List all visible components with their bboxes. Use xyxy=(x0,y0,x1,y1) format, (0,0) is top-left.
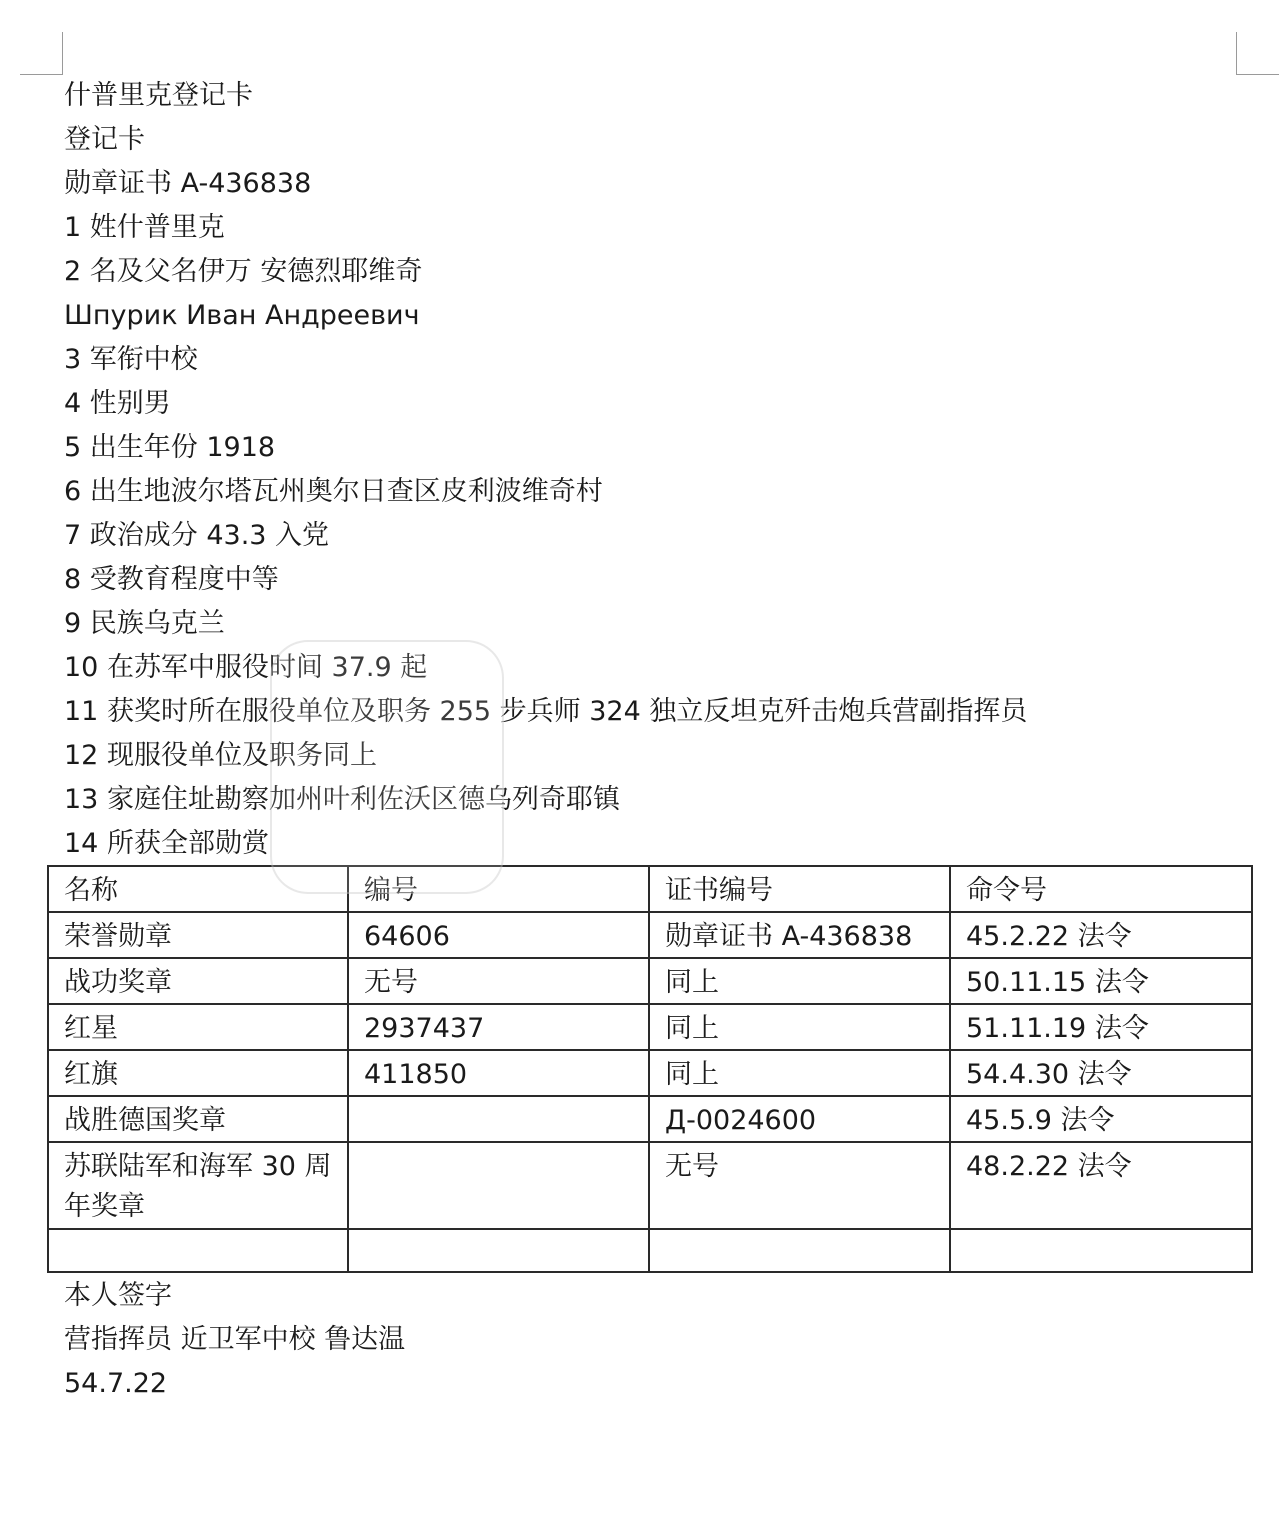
table-row xyxy=(48,958,1252,1004)
field-unit-at-award: 11 获奖时所在服役单位及职务 255 步兵师 324 独立反坦克歼击炮兵营副指挥员 xyxy=(64,696,1028,727)
signature-label: 本人签字 xyxy=(64,1280,172,1311)
table-cell: 无号 xyxy=(348,958,649,1004)
column-header-name: 名称 xyxy=(48,866,348,912)
column-header-order: 命令号 xyxy=(950,866,1252,912)
field-gender: 4 性别男 xyxy=(64,388,171,419)
field-birth-year: 5 出生年份 1918 xyxy=(64,432,276,463)
table-cell: 苏联陆军和海军 30 周年奖章 xyxy=(48,1142,348,1229)
table-cell: 红旗 xyxy=(48,1050,348,1096)
table-cell: 同上 xyxy=(649,1004,950,1050)
field-party: 7 政治成分 43.3 入党 xyxy=(64,520,330,551)
column-header-number: 编号 xyxy=(348,866,649,912)
table-cell: 2937437 xyxy=(348,1004,649,1050)
certificate-number: 勋章证书 A-436838 xyxy=(64,168,312,199)
table-cell: 411850 xyxy=(348,1050,649,1096)
table-cell: 51.11.19 法令 xyxy=(950,1004,1252,1050)
field-name-russian: Шпурик Иван Андреевич xyxy=(64,300,420,331)
field-surname: 1 姓什普里克 xyxy=(64,212,225,243)
table-row xyxy=(48,1050,1252,1096)
table-cell: 50.11.15 法令 xyxy=(950,958,1252,1004)
table-cell: Д-0024600 xyxy=(649,1096,950,1142)
table-row xyxy=(48,912,1252,958)
table-cell xyxy=(348,1096,649,1142)
card-subtitle: 登记卡 xyxy=(64,124,145,155)
field-rank: 3 军衔中校 xyxy=(64,344,198,375)
table-cell xyxy=(348,1142,649,1229)
table-cell: 同上 xyxy=(649,958,950,1004)
signature-date: 54.7.22 xyxy=(64,1368,168,1399)
crop-mark-top-right xyxy=(1236,32,1279,75)
field-service-start: 10 在苏军中服役时间 37.9 起 xyxy=(64,652,428,683)
table-cell: 勋章证书 A-436838 xyxy=(649,912,950,958)
field-birthplace: 6 出生地波尔塔瓦州奥尔日查区皮利波维奇村 xyxy=(64,476,603,507)
table-row xyxy=(48,1142,1252,1229)
table-cell: 64606 xyxy=(348,912,649,958)
crop-mark-top-left xyxy=(20,32,63,75)
table-cell: 45.5.9 法令 xyxy=(950,1096,1252,1142)
table-cell: 战胜德国奖章 xyxy=(48,1096,348,1142)
table-row xyxy=(48,1004,1252,1050)
table-cell: 54.4.30 法令 xyxy=(950,1050,1252,1096)
table-cell: 48.2.22 法令 xyxy=(950,1142,1252,1229)
table-header-row xyxy=(48,866,1252,912)
table-cell: 无号 xyxy=(649,1142,950,1229)
table-cell: 红星 xyxy=(48,1004,348,1050)
field-home-address: 13 家庭住址勘察加州叶利佐沃区德乌列奇耶镇 xyxy=(64,784,620,815)
field-all-awards: 14 所获全部勋赏 xyxy=(64,828,269,859)
table-cell: 同上 xyxy=(649,1050,950,1096)
table-cell xyxy=(649,1229,950,1272)
table-cell xyxy=(48,1229,348,1272)
registration-card-fields xyxy=(64,74,1027,866)
table-cell xyxy=(348,1229,649,1272)
field-nationality: 9 民族乌克兰 xyxy=(64,608,225,639)
signature-block xyxy=(64,1274,405,1406)
table-cell: 战功奖章 xyxy=(48,958,348,1004)
table-row xyxy=(48,1096,1252,1142)
card-title: 什普里克登记卡 xyxy=(64,80,253,111)
table-cell xyxy=(950,1229,1252,1272)
signatory: 营指挥员 近卫军中校 鲁达温 xyxy=(64,1324,406,1355)
field-education: 8 受教育程度中等 xyxy=(64,564,279,595)
awards-table xyxy=(47,865,1253,1273)
table-cell: 荣誉勋章 xyxy=(48,912,348,958)
field-name-patronymic: 2 名及父名伊万 安德烈耶维奇 xyxy=(64,256,423,287)
table-cell: 45.2.22 法令 xyxy=(950,912,1252,958)
table-row xyxy=(48,1229,1252,1272)
field-current-unit: 12 现服役单位及职务同上 xyxy=(64,740,377,771)
column-header-certificate: 证书编号 xyxy=(649,866,950,912)
